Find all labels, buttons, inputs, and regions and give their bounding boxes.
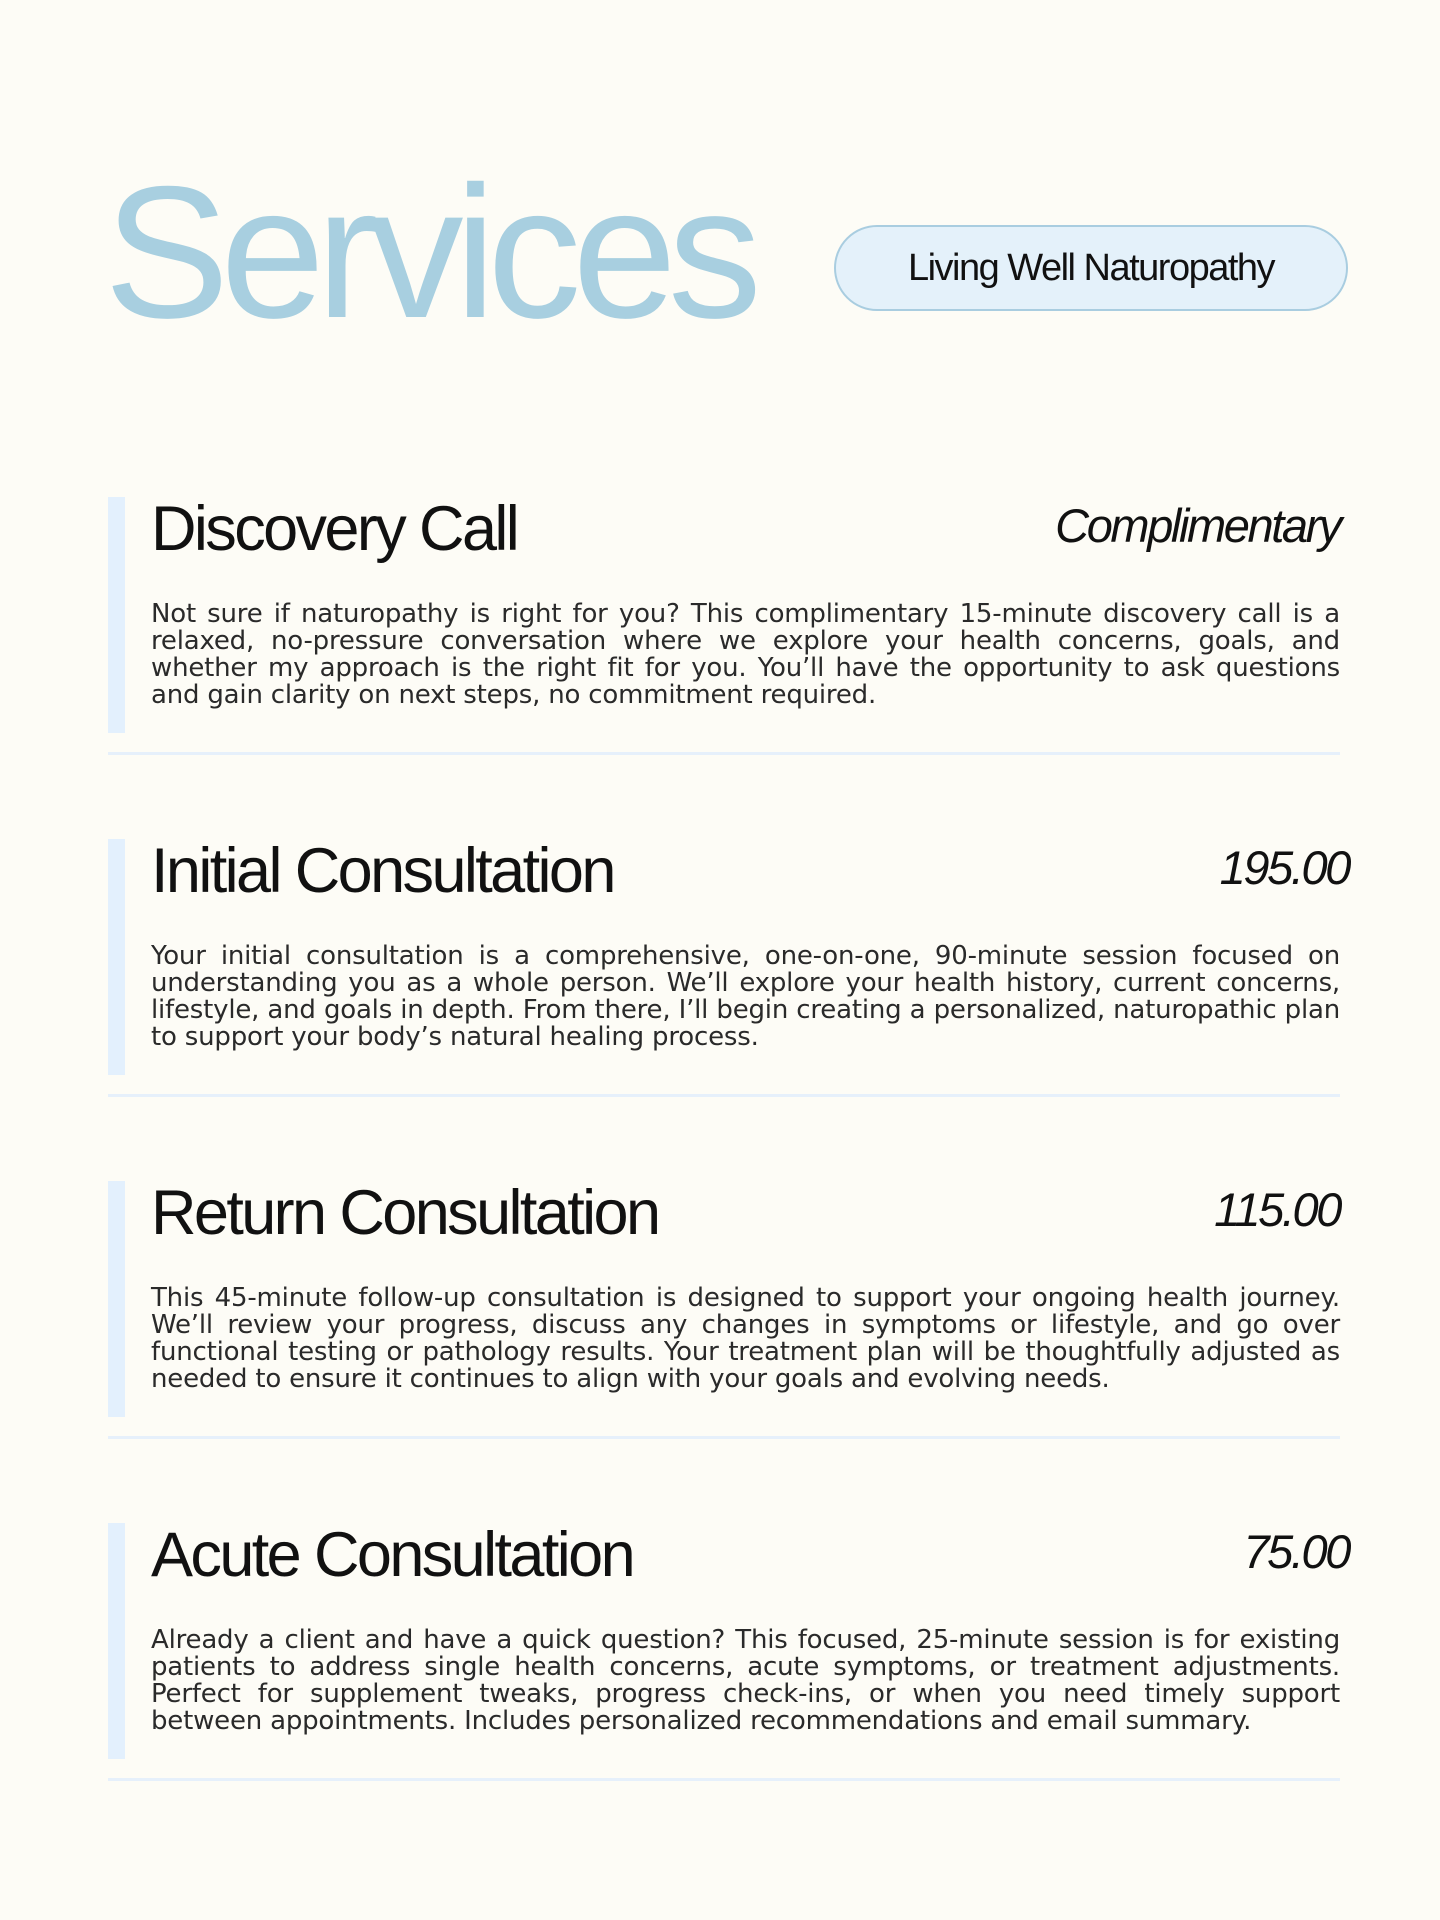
- divider: [108, 752, 1340, 755]
- service-price: 75.00: [1243, 1525, 1349, 1578]
- divider: [108, 1094, 1340, 1097]
- accent-bar: [108, 497, 125, 733]
- service-return-consultation: [108, 1178, 1340, 1439]
- divider: [108, 1436, 1340, 1439]
- accent-bar: [108, 1523, 125, 1759]
- service-description: Already a client and have a quick question? This focused, 25-minute session is for existing patients to address single health concerns, acute symptoms, or treatment adjustments. Perfect for supplement tweaks, progress check-ins, or when you need timely support between appointments. Includes personalized recommendations and email summary.: [151, 1625, 1340, 1736]
- service-description: Not sure if naturopathy is right for you? This complimentary 15-minute discovery call is a relaxed, no-pressure conversation where we explore your health concerns, goals, and whether my approach is the right fit for you. You’ll have the opportunity to ask questions and gain clarity on next steps, no commitment required.: [151, 599, 1340, 710]
- service-description: This 45-minute follow-up consultation is designed to support your ongoing health journey. We’ll review your progress, discuss any changes in symptoms or lifestyle, and go over functional testing or pathology results. Your treatment plan will be thoughtfully adjusted as needed to ensure it continues to align with your goals and evolving needs.: [151, 1283, 1340, 1394]
- divider: [108, 1778, 1340, 1781]
- accent-bar: [108, 1181, 125, 1417]
- brand-badge: Living Well Naturopathy: [834, 225, 1348, 311]
- service-name: Discovery Call: [151, 494, 518, 564]
- service-initial-consultation: [108, 836, 1349, 1097]
- service-description: Your initial consultation is a comprehensive, one-on-one, 90-minute session focused on understanding you as a whole person. We’ll explore your health history, current concerns, lifestyle, and goals in depth. From there, I’ll begin creating a personalized, naturopathic plan to support your body’s natural healing process.: [151, 941, 1340, 1052]
- service-price: Complimentary: [1055, 499, 1340, 552]
- page-title: Services: [104, 147, 753, 357]
- service-name: Return Consultation: [151, 1178, 659, 1248]
- service-name: Acute Consultation: [151, 1520, 634, 1590]
- service-price: 115.00: [1214, 1183, 1340, 1236]
- service-price: 195.00: [1219, 841, 1349, 894]
- service-discovery-call: [108, 494, 1340, 755]
- accent-bar: [108, 839, 125, 1075]
- service-acute-consultation: [108, 1520, 1349, 1781]
- service-name: Initial Consultation: [151, 836, 614, 906]
